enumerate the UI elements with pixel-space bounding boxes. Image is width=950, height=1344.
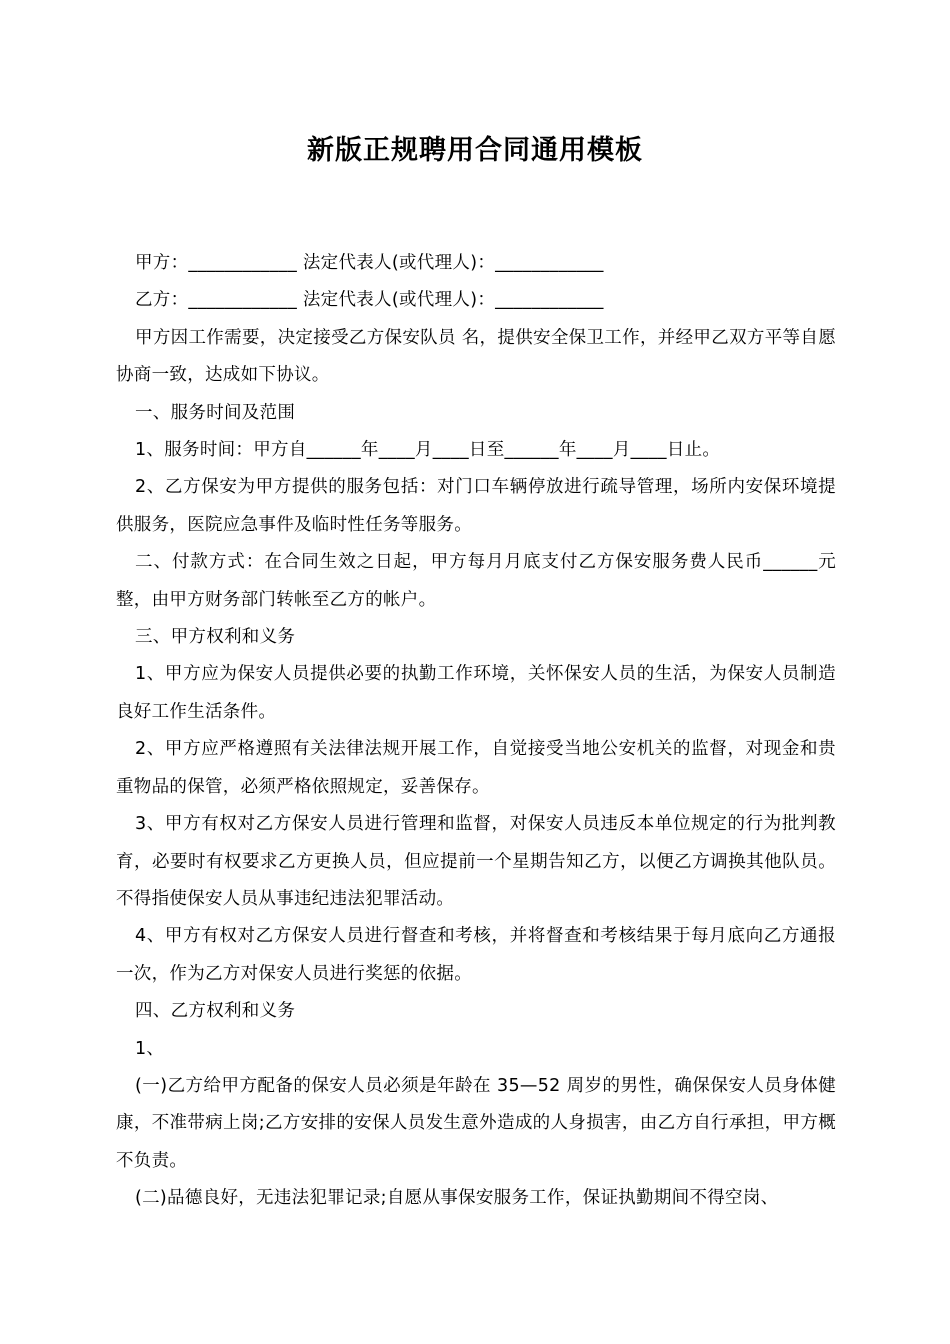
clause-service-time: 1、服务时间：甲方自______年____月____日至______年____月____日止。 bbox=[135, 440, 721, 461]
clause-party-b-1-sub-2: (二)品德良好，无违法犯罪记录;自愿从事保安服务工作，保证执勤期间不得空岗、 bbox=[135, 1188, 779, 1209]
party-a-line: 甲方：____________ 法定代表人(或代理人)：____________ bbox=[135, 253, 604, 273]
clause-party-b-1-sub-1: (一)乙方给甲方配备的保安人员必须是年龄在 35—52 周岁的男性，确保保安人员身体健康，不准带病上岗;乙方安排的安保人员发生意外造成的人身损害，由乙方自行承担，甲方概不负责。 bbox=[116, 1075, 836, 1171]
clause-party-a-2: 2、甲方应严格遵照有关法律法规开展工作，自觉接受当地公安机关的监督，对现金和贵重物品的保管，必须严格依照规定，妥善保存。 bbox=[116, 739, 836, 797]
section-heading-party-b-rights: 四、乙方权利和义务 bbox=[135, 1001, 296, 1022]
clause-service-scope: 2、乙方保安为甲方提供的服务包括：对门口车辆停放进行疏导管理，场所内安保环境提供服务，医院应急事件及临时性任务等服务。 bbox=[116, 477, 836, 535]
party-b-line: 乙方：____________ 法定代表人(或代理人)：____________ bbox=[135, 290, 604, 311]
clause-party-a-1: 1、甲方应为保安人员提供必要的执勤工作环境，关怀保安人员的生活，为保安人员制造良好工作生活条件。 bbox=[116, 664, 836, 722]
document-body bbox=[116, 245, 842, 1218]
document-title: 新版正规聘用合同通用模板 bbox=[307, 135, 643, 166]
section-heading-service: 一、服务时间及范围 bbox=[135, 402, 296, 423]
section-heading-party-a-rights: 三、甲方权利和义务 bbox=[135, 627, 296, 648]
clause-party-a-3: 3、甲方有权对乙方保安人员进行管理和监督，对保安人员违反本单位规定的行为批判教育，必要时有权要求乙方更换人员，但应提前一个星期告知乙方，以便乙方调换其他队员。不得指使保安人员从事违纪违法犯罪活动。 bbox=[116, 814, 836, 909]
section-heading-payment: 二、付款方式：在合同生效之日起，甲方每月月底支付乙方保安服务费人民币______元 整，由甲方财务部门转帐至乙方的帐户。 bbox=[116, 552, 842, 610]
preamble-paragraph: 甲方因工作需要，决定接受乙方保安队员 名，提供安全保卫工作，并经甲乙双方平等自愿协商一致，达成如下协议。 bbox=[116, 327, 836, 386]
clause-party-a-4: 4、甲方有权对乙方保安人员进行督查和考核，并将督查和考核结果于每月底向乙方通报一次，作为乙方对保安人员进行奖惩的依据。 bbox=[116, 926, 836, 984]
clause-party-b-1: 1、 bbox=[135, 1038, 165, 1059]
